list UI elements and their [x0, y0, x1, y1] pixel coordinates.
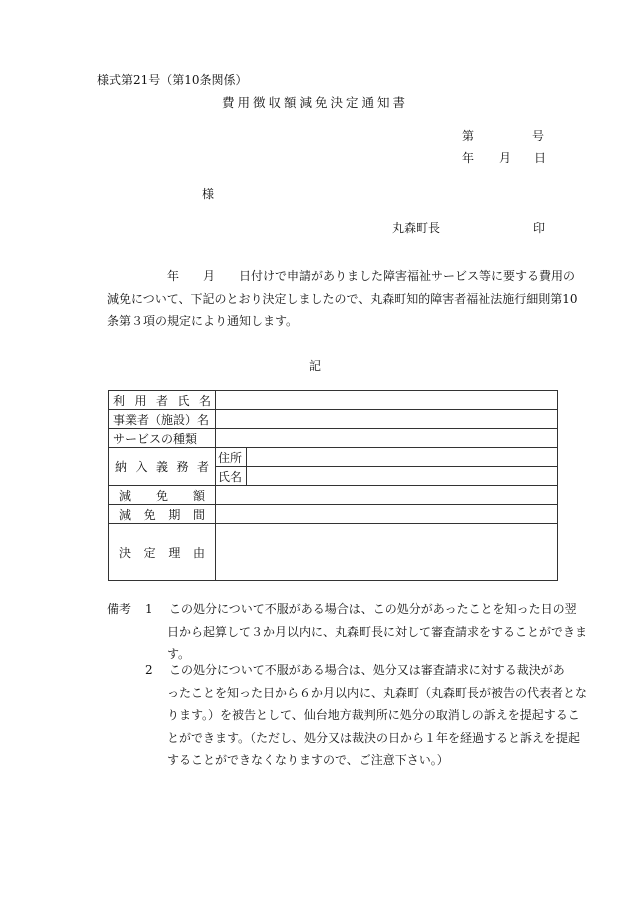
body-line-3: 条第３項の規定により通知します。	[107, 314, 299, 328]
ki-heading: 記	[308, 359, 321, 373]
document-title: 費用徴収額減免決定通知書	[221, 95, 408, 110]
form-number: 様式第21号（第10条関係）	[97, 73, 248, 87]
notes-heading: 備考	[107, 602, 132, 616]
reduction-period-label: 減 免 期 間	[109, 505, 216, 524]
provider-label: 事業者（施設）名	[109, 410, 216, 429]
date-day: 日	[534, 151, 547, 165]
reduction-period-field[interactable]	[216, 505, 558, 524]
user-name-label: 利 用 者 氏 名	[109, 391, 216, 410]
decision-table	[108, 390, 558, 581]
body-line-2: 減免について、下記のとおり決定しましたので、丸森町知的障害者福祉法施行細則第10	[107, 291, 578, 306]
note-text: この処分について不服がある場合は、処分又は審査請求に対する裁決があ ったことを知った日から６か月以内に、丸森町（丸森町長が被告の代表者とな ります。）を被告として、仙台地方裁判所に処分の取消しの訴えを提起するこ とができます。（ただし、処分又は裁決の日から１年を経過すると訴えを提起 することができなくなりますので、ご注意下さい。）	[167, 663, 588, 767]
reduction-amount-field[interactable]	[216, 486, 558, 505]
addressee-suffix: 様	[202, 187, 215, 201]
payer-name-field[interactable]	[247, 467, 558, 486]
body-line-1: 年 月 日付けで申請がありました障害福祉サービス等に要する費用の	[167, 269, 576, 283]
payer-address-label: 住所	[216, 448, 247, 467]
reason-label: 決 定 理 由	[109, 524, 216, 581]
user-name-field[interactable]	[216, 391, 558, 410]
date-year: 年	[462, 151, 475, 165]
service-type-field[interactable]	[216, 429, 558, 448]
note-number: 1	[145, 602, 153, 616]
payer-address-field[interactable]	[247, 448, 558, 467]
service-type-label: サービスの種類	[109, 429, 216, 448]
payer-name-label: 氏名	[216, 467, 247, 486]
provider-field[interactable]	[216, 410, 558, 429]
date-month: 月	[499, 151, 512, 165]
issue-number-suffix: 号	[532, 129, 545, 143]
payer-label: 納 入 義 務 者	[109, 448, 216, 486]
seal-mark: 印	[533, 221, 546, 235]
issue-number-label: 第	[462, 129, 475, 143]
note-number: 2	[145, 663, 153, 677]
note-text: この処分について不服がある場合は、この処分があったことを知った日の翌 日から起算して３か月以内に、丸森町長に対して審査請求をすることができま す。	[167, 602, 588, 661]
notice-body	[107, 265, 578, 333]
reduction-amount-label: 減 免 額	[109, 486, 216, 505]
issuer-name: 丸森町長	[392, 221, 441, 235]
reason-field[interactable]	[216, 524, 558, 581]
